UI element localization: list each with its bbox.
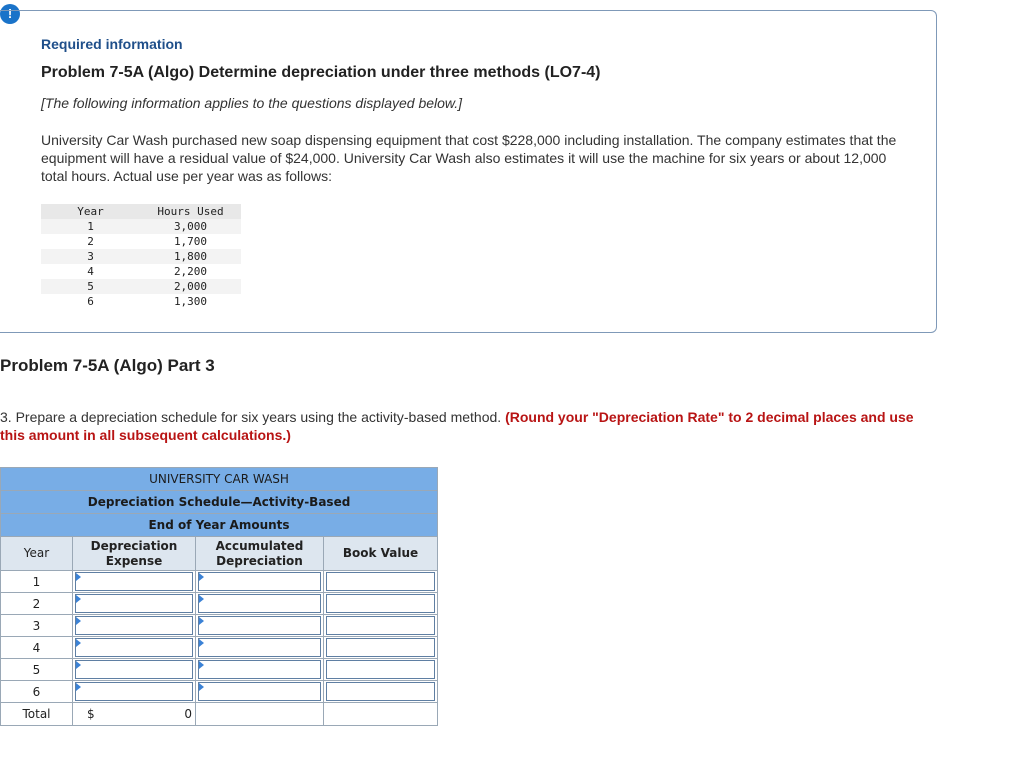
depreciation-expense-input[interactable] — [73, 593, 196, 615]
col-line: Expense — [105, 553, 163, 568]
schedule-title: Depreciation Schedule—Activity-Based — [1, 491, 438, 514]
hours-cell: 2,000 — [140, 279, 241, 294]
part-instruction — [0, 408, 920, 444]
hours-cell: 2,200 — [173, 265, 208, 278]
problem-description: University Car Wash purchased new soap dispensing equipment that cost $228,000 including installation. The company estimates that the equipment will have a residual value of $24,000. University Car Wash also estimates it will use the machine for six years or about 12,000 total hours. Actual use per year was as follows: — [41, 132, 897, 184]
part-title: Problem 7-5A (Algo) Part 3 — [0, 356, 215, 375]
input-marker-icon — [199, 595, 204, 603]
accumulated-depreciation-input[interactable] — [196, 593, 324, 615]
header-year: Year — [41, 204, 140, 219]
input-marker-icon — [76, 617, 81, 625]
year-cell: 6 — [87, 295, 94, 308]
input-marker-icon — [76, 683, 81, 691]
year-cell: 1 — [41, 219, 140, 234]
depreciation-expense-input[interactable] — [73, 659, 196, 681]
col-line: Depreciation — [90, 538, 178, 553]
accumulated-depreciation-input[interactable] — [196, 571, 324, 593]
input-marker-icon — [199, 573, 204, 581]
instruction-text: 3. Prepare a depreciation schedule for six years using the activity-based method. — [0, 409, 502, 425]
book-value-input[interactable] — [324, 593, 438, 615]
hours-cell: 1,300 — [173, 295, 208, 308]
input-marker-icon — [199, 661, 204, 669]
hours-cell: 1,700 — [173, 235, 208, 248]
depreciation-expense-input[interactable] — [73, 637, 196, 659]
total-book-value-empty — [324, 703, 438, 726]
accumulated-depreciation-input[interactable] — [196, 637, 324, 659]
total-label: Total — [1, 703, 73, 726]
hours-cell: 1,800 — [140, 249, 241, 264]
total-value: 0 — [184, 707, 192, 721]
total-depreciation-expense — [73, 703, 196, 726]
input-marker-icon — [76, 639, 81, 647]
schedule-year: 5 — [1, 659, 73, 681]
depreciation-expense-input[interactable] — [73, 571, 196, 593]
column-book-value: Book Value — [324, 537, 438, 571]
year-cell: 4 — [87, 265, 94, 278]
schedule-year: 6 — [1, 681, 73, 703]
exclamation-icon: ! — [0, 4, 20, 24]
input-marker-icon — [199, 683, 204, 691]
depreciation-expense-input[interactable] — [73, 681, 196, 703]
header-hours-used: Hours Used — [140, 204, 241, 219]
year-cell: 2 — [87, 235, 94, 248]
book-value-input[interactable] — [324, 571, 438, 593]
year-cell: 5 — [41, 279, 140, 294]
year-cell: 3 — [41, 249, 140, 264]
schedule-company: UNIVERSITY CAR WASH — [1, 468, 438, 491]
book-value-input[interactable] — [324, 659, 438, 681]
input-marker-icon — [76, 661, 81, 669]
col-line: Depreciation — [216, 553, 303, 568]
input-marker-icon — [76, 595, 81, 603]
input-marker-icon — [199, 639, 204, 647]
input-marker-icon — [76, 573, 81, 581]
schedule-year: 4 — [1, 637, 73, 659]
accumulated-depreciation-input[interactable] — [196, 659, 324, 681]
col-line: Accumulated — [215, 538, 304, 553]
schedule-year: 3 — [1, 615, 73, 637]
schedule-year: 1 — [1, 571, 73, 593]
input-marker-icon — [199, 617, 204, 625]
accumulated-depreciation-input[interactable] — [196, 681, 324, 703]
problem-title: Problem 7-5A (Algo) Determine depreciation under three methods (LO7-4) — [41, 64, 601, 81]
applies-note: [The following information applies to the questions displayed below.] — [41, 95, 463, 111]
book-value-input[interactable] — [324, 615, 438, 637]
currency-symbol: $ — [87, 707, 95, 721]
column-year: Year — [1, 537, 73, 571]
hours-cell: 3,000 — [140, 219, 241, 234]
schedule-subtitle: End of Year Amounts — [1, 514, 438, 537]
column-accumulated-depreciation — [196, 537, 324, 571]
column-depreciation-expense — [73, 537, 196, 571]
rounding-instruction: (Round your "Depreciation Rate" to 2 decimal places and use this amount in all subsequent calculations.) — [0, 409, 914, 443]
accumulated-depreciation-input[interactable] — [196, 615, 324, 637]
total-accumulated-empty — [196, 703, 324, 726]
depreciation-schedule — [0, 467, 438, 726]
required-information-label: Required information — [41, 36, 183, 52]
schedule-year: 2 — [1, 593, 73, 615]
hours-used-table — [41, 204, 241, 309]
depreciation-expense-input[interactable] — [73, 615, 196, 637]
book-value-input[interactable] — [324, 637, 438, 659]
book-value-input[interactable] — [324, 681, 438, 703]
